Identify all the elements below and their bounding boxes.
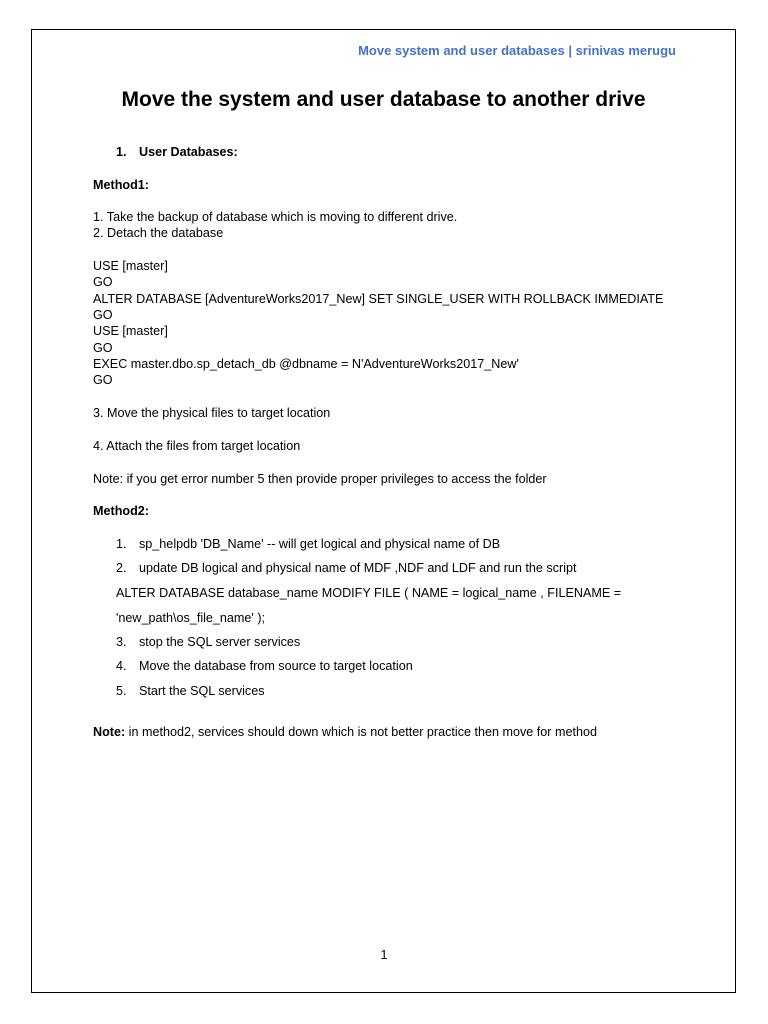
list-item-number: 2.: [116, 561, 127, 575]
list-item-number: 3.: [116, 635, 127, 649]
method2-note: [93, 724, 597, 740]
section-heading: User Databases:: [139, 145, 238, 159]
list-item-number: 5.: [116, 684, 127, 698]
code-line: GO: [93, 373, 113, 387]
method1-step-4: 4. Attach the files from target location: [93, 439, 301, 453]
list-item: Start the SQL services: [139, 684, 265, 698]
method1-heading: Method1:: [93, 178, 149, 192]
section-number: 1.: [116, 145, 127, 159]
code-line: GO: [93, 275, 113, 289]
list-item: sp_helpdb 'DB_Name' -- will get logical and physical name of DB: [139, 537, 501, 551]
code-line: USE [master]: [93, 259, 168, 273]
document-title: Move the system and user database to another drive: [121, 88, 646, 111]
method1-note: Note: if you get error number 5 then provide proper privileges to access the folder: [93, 472, 547, 486]
running-header: Move system and user databases | srinivas merugu: [358, 43, 676, 58]
method2-heading: Method2:: [93, 504, 149, 518]
method1-step-2: 2. Detach the database: [93, 226, 224, 240]
code-line: GO: [93, 308, 113, 322]
list-item: Move the database from source to target location: [139, 659, 413, 673]
method1-step-3: 3. Move the physical files to target location: [93, 406, 331, 420]
code-line: USE [master]: [93, 324, 168, 338]
code-line: GO: [93, 341, 113, 355]
list-item: update DB logical and physical name of MDF ,NDF and LDF and run the script: [139, 561, 577, 575]
code-line: EXEC master.dbo.sp_detach_db @dbname = N'AdventureWorks2017_New': [93, 357, 519, 371]
method1-step-1: 1. Take the backup of database which is moving to different drive.: [93, 210, 458, 224]
code-line: ALTER DATABASE database_name MODIFY FILE ( NAME = logical_name , FILENAME =: [116, 586, 622, 600]
list-item: stop the SQL server services: [139, 635, 301, 649]
list-item-number: 4.: [116, 659, 127, 673]
list-item-number: 1.: [116, 537, 127, 551]
code-line: ALTER DATABASE [AdventureWorks2017_New] SET SINGLE_USER WITH ROLLBACK IMMEDIATE: [93, 292, 664, 306]
note-text: in method2, services should down which is not better practice then move for method: [125, 725, 597, 739]
note-label: Note:: [93, 725, 126, 739]
code-line: 'new_path\os_file_name' );: [116, 611, 266, 625]
page-number: 1: [380, 948, 388, 962]
